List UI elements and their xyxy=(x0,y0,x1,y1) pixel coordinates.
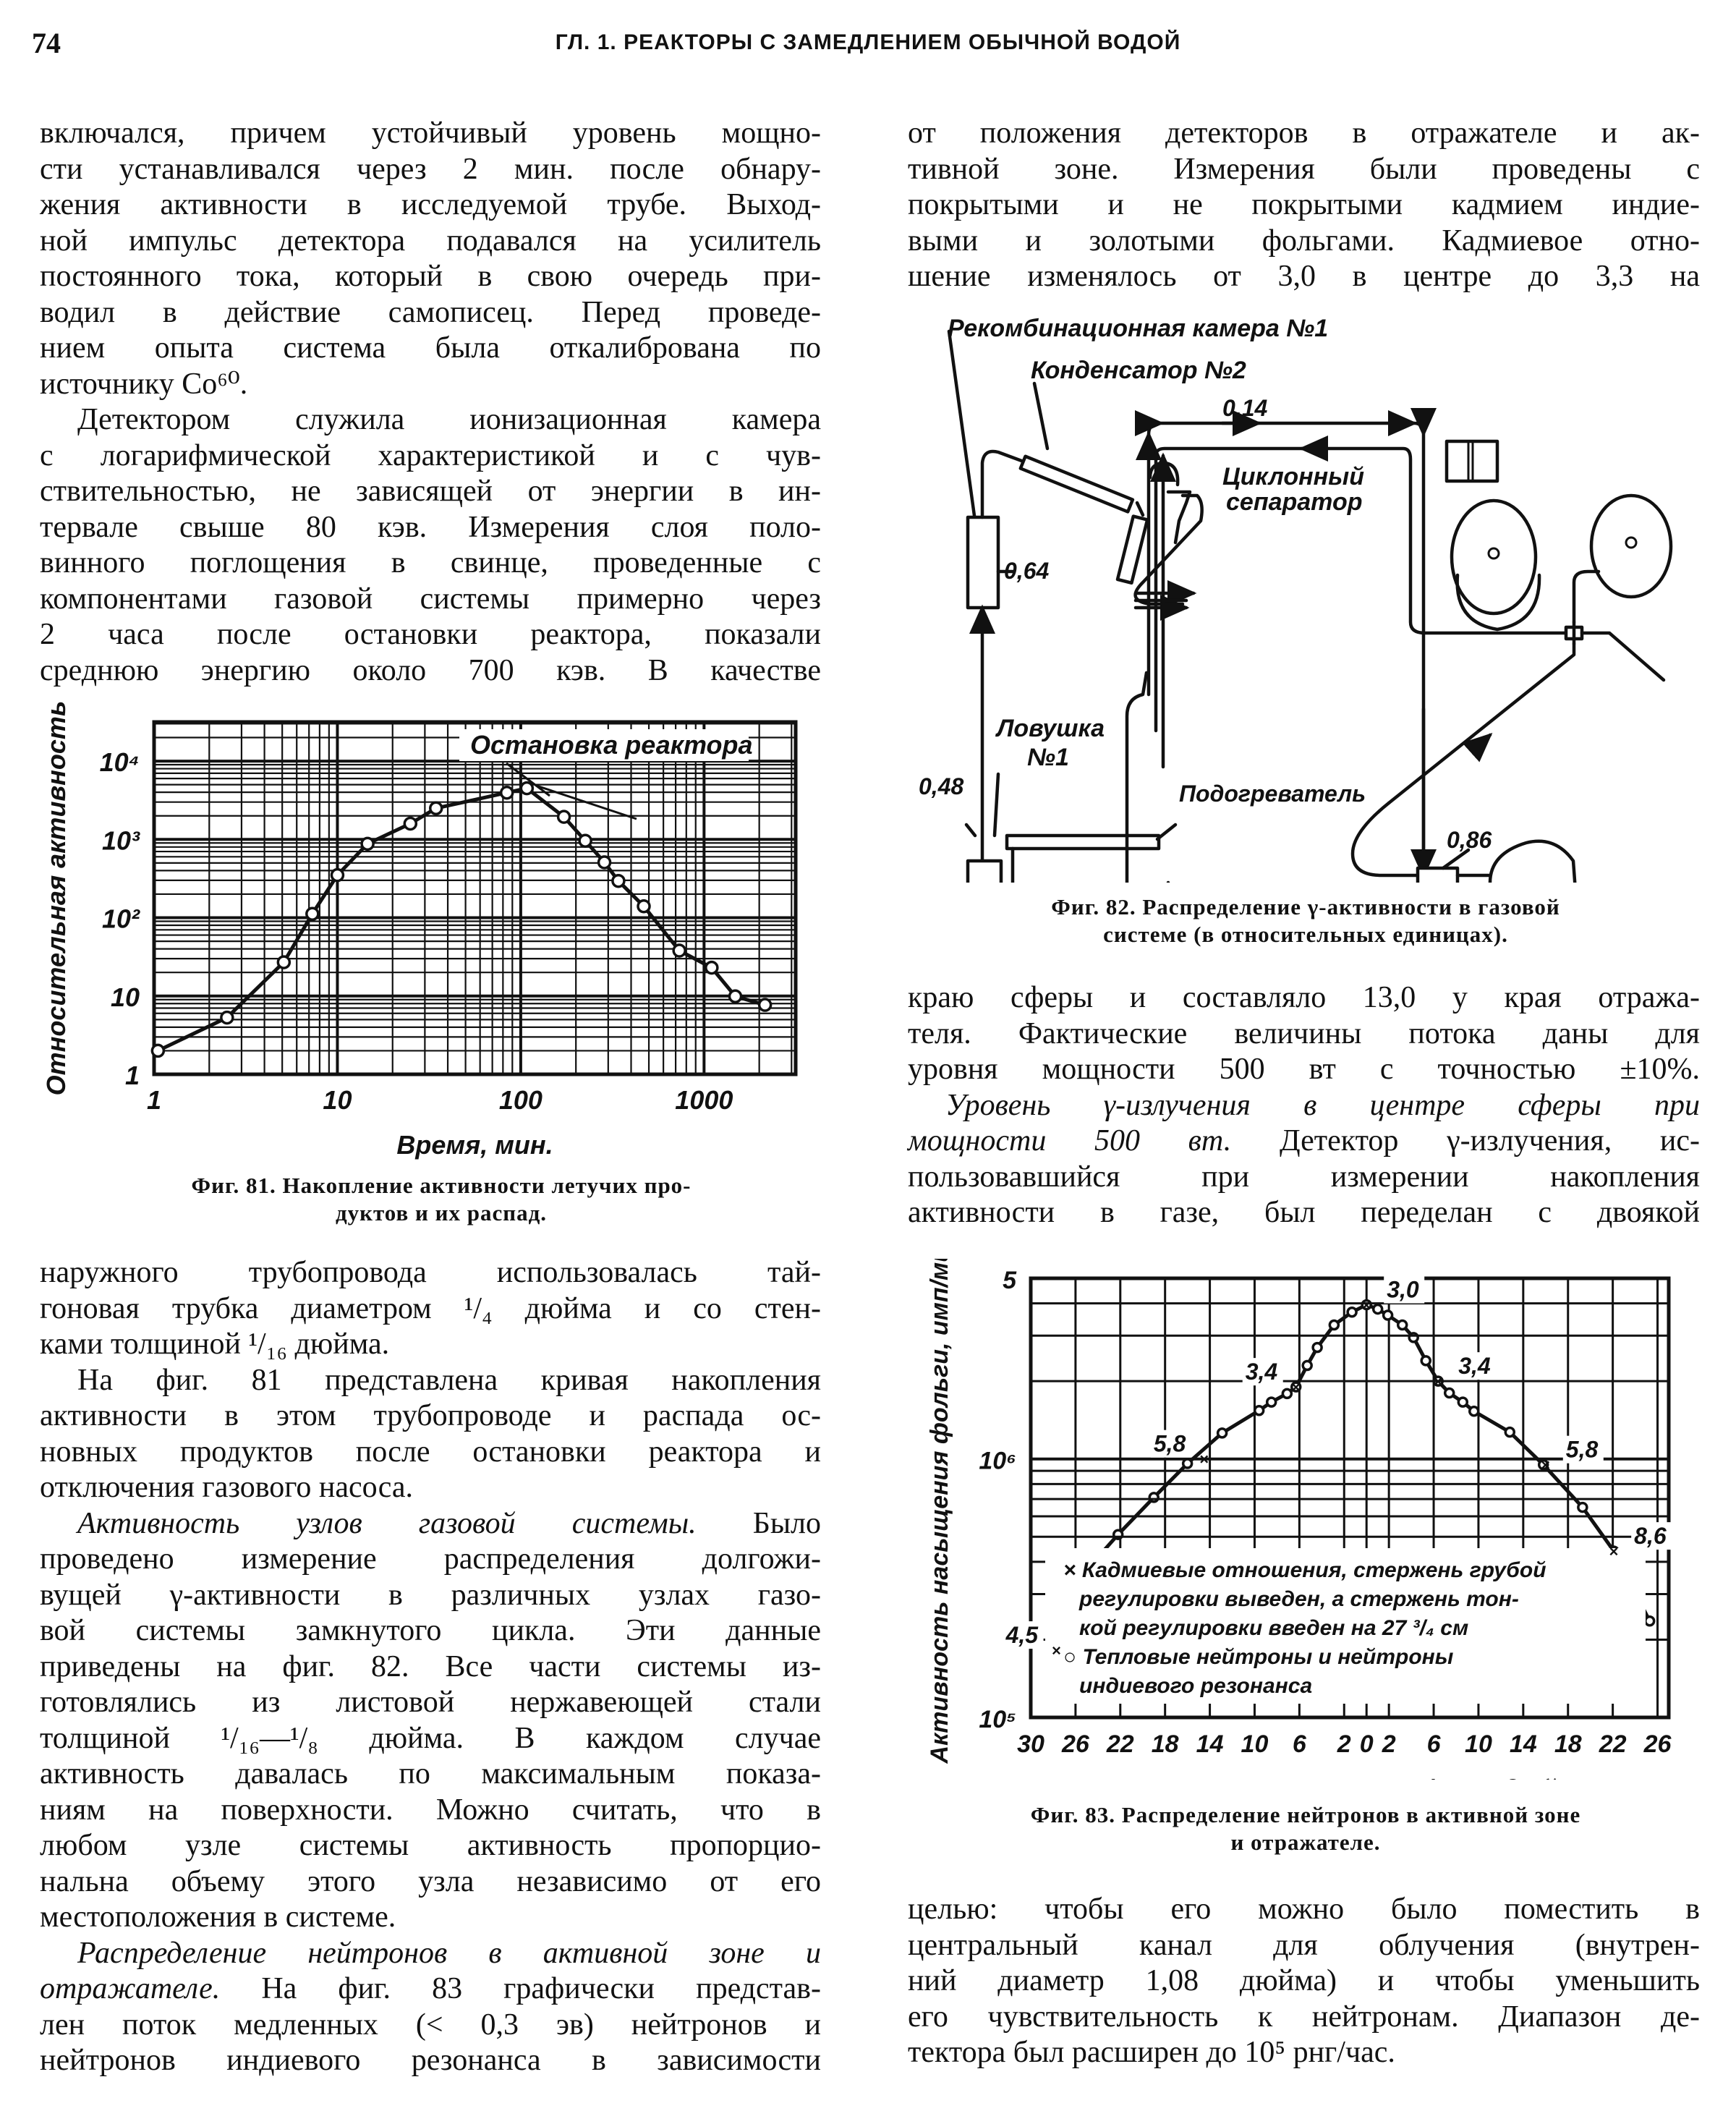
text-line: приведены на фиг. 82. Все части системы из- xyxy=(40,1649,821,1683)
data-point-marker xyxy=(558,811,570,823)
label-recomb-chamber: Рекомбинационная камера №1 xyxy=(948,315,1329,342)
data-point-marker xyxy=(1267,1398,1276,1406)
legend-line: кой регулировки введен на 27 ³/₄ см xyxy=(1079,1616,1469,1640)
fig81-caption-line2: дуктов и их распад. xyxy=(335,1200,548,1225)
x-tick-label: 0 xyxy=(1359,1730,1374,1758)
fig81-caption xyxy=(43,1172,839,1227)
right-column-text-2 xyxy=(908,980,1700,1231)
fig82-caption-line2: системе (в относительных единицах). xyxy=(1103,922,1508,947)
text-line: вой системы замкнутого цикла. Эти данные xyxy=(40,1614,821,1647)
label-condenser: Конденсатор №2 xyxy=(1031,357,1246,384)
y-tick-label: 10² xyxy=(101,904,140,934)
running-title: ГЛ. 1. РЕАКТОРЫ С ЗАМЕДЛЕНИЕМ ОБЫЧНОЙ ВОДОЙ xyxy=(555,30,1181,54)
data-point-marker xyxy=(1578,1503,1587,1512)
text-line: готовлялись из листовой нержавеющей стали xyxy=(40,1686,821,1719)
leader-condenser xyxy=(1034,383,1047,449)
data-point-marker xyxy=(1470,1407,1478,1416)
data-point-marker xyxy=(1398,1320,1407,1329)
text-line: Распределение нейтронов в активной зоне и xyxy=(77,1936,821,1970)
text-line: выми и золотыми фольгами. Кадмиевое отно- xyxy=(908,224,1700,258)
label-cyclone-1: Циклонный xyxy=(1222,463,1364,490)
legend-line: × Кадмиевые отношения, стержень грубой xyxy=(1063,1558,1546,1582)
text-line: целью: чтобы его можно было поместить в xyxy=(908,1893,1700,1926)
text-line: винного поглощения в свинце, проведенные с xyxy=(40,546,821,579)
text-line: источнику Co⁶⁰. xyxy=(40,367,248,401)
data-point-marker xyxy=(638,901,650,912)
y-axis-label: Активность насыщения фольги, имп/мин xyxy=(926,1259,953,1764)
text-line: любом узле системы активность пропорцио- xyxy=(40,1829,821,1862)
data-point-marker xyxy=(331,870,343,881)
label-trap-1: Ловушка xyxy=(997,715,1105,742)
label-trap-2: №1 xyxy=(1027,744,1069,771)
data-point-marker xyxy=(278,956,289,968)
x-tick-label: 100 xyxy=(498,1085,542,1115)
data-point-marker xyxy=(1505,1428,1514,1437)
text-line: тивной зоне. Измерения были проведены с xyxy=(908,152,1700,186)
text-line: проведено измерение распределения долгожи- xyxy=(40,1542,821,1576)
x-tick-label: 2 xyxy=(1337,1730,1351,1758)
text-line: Детектором служила ионизационная камера xyxy=(77,403,821,436)
text-line: тектора был расширен до 10⁵ рнг/час. xyxy=(908,2036,1395,2069)
cadmium-marker: × xyxy=(1609,1542,1619,1561)
cadmium-ratio-label: 3,4 xyxy=(1458,1353,1491,1380)
figure-82-diagram xyxy=(919,304,1736,883)
x-tick-label: 30 xyxy=(1017,1730,1044,1758)
left-column-text-2 xyxy=(40,1255,821,2079)
x-tick-label: 14 xyxy=(1509,1730,1537,1758)
legend-line: регулировки выведен, а стержень тон- xyxy=(1079,1587,1519,1611)
y-tick-label: 10⁵ xyxy=(979,1706,1016,1733)
label-cyclone-2: сепаратор xyxy=(1226,488,1363,516)
y-tick-label: 1 xyxy=(124,1061,140,1090)
text-line: активности в газе, был переделан с двоякой xyxy=(908,1196,1700,1229)
x-tick-label: 22 xyxy=(1106,1730,1134,1758)
text-line: активность давалась по максимальным показа- xyxy=(40,1757,821,1790)
cadmium-marker: × xyxy=(1540,1456,1550,1474)
cadmium-marker: × xyxy=(1051,1641,1061,1660)
y-axis-label: Относительная активность xyxy=(43,702,71,1096)
x-axis-label xyxy=(1103,1775,1596,1780)
right-column-text-3 xyxy=(908,1892,1700,2071)
data-point-marker xyxy=(1313,1343,1322,1352)
data-point-marker xyxy=(730,990,741,1002)
text-line: нейтронов индиевого резонанса в зависимости xyxy=(40,2044,821,2077)
data-point-marker xyxy=(579,835,591,846)
text-line: компонентами газовой системы примерно через xyxy=(40,582,821,616)
fig83-caption-line2: и отражателе. xyxy=(1230,1830,1381,1855)
text-line: ками толщиной ¹/₁₆ дюйма. xyxy=(40,1328,390,1361)
legend-line: ○ Тепловые нейтроны и нейтроны xyxy=(1063,1645,1454,1669)
text-line: нием опыта система была откалибрована по xyxy=(40,331,821,365)
x-tick-label: 10 xyxy=(1465,1730,1492,1758)
fig83-caption-line1: Фиг. 83. Распределение нейтронов в активной зоне xyxy=(1030,1802,1581,1827)
text-line: нальна объему этого узла независимо от его xyxy=(40,1864,821,1898)
value-086: 0,86 xyxy=(1447,827,1492,853)
condenser-tube xyxy=(1021,456,1133,512)
text-line: Активность узлов газовой системы. Было xyxy=(77,1506,821,1540)
data-point-marker xyxy=(760,999,771,1011)
fig81-caption-line1: Фиг. 81. Накопление активности летучих про- xyxy=(191,1173,692,1198)
series-line xyxy=(158,789,765,1051)
data-point-marker xyxy=(1445,1389,1454,1398)
fig82-caption-line1: Фиг. 82. Распределение γ-активности в газовой xyxy=(1051,894,1560,919)
left-column-text-1 xyxy=(40,116,821,689)
text-line: включался, причем устойчивый уровень мощно- xyxy=(40,116,821,150)
legend-line: индиевого резонанса xyxy=(1079,1674,1313,1698)
text-line: Уровень γ-излучения в центре сферы при xyxy=(945,1088,1700,1122)
cadmium-ratio-label: 5,8 xyxy=(1565,1436,1599,1463)
text-line: теля. Фактические величины потока даны для xyxy=(908,1016,1700,1050)
cadmium-ratio-label: 4,5 xyxy=(1005,1622,1039,1649)
value-064: 0,64 xyxy=(1004,558,1050,584)
leader-recomb xyxy=(949,331,975,521)
data-point-marker xyxy=(430,802,442,814)
text-line: пользовавшийся при измерении накопления xyxy=(908,1160,1700,1194)
text-line: тервале свыше 80 кэв. Измерения слоя поло- xyxy=(40,510,821,544)
x-tick-label: 22 xyxy=(1599,1730,1627,1758)
x-tick-label: 2 xyxy=(1382,1730,1396,1758)
text-line: ной импульс детектора подавался на усилитель xyxy=(40,224,821,258)
data-point-marker xyxy=(404,818,416,830)
data-point-marker xyxy=(1303,1361,1311,1369)
label-heater: Подогреватель xyxy=(1179,781,1366,807)
text-line: отключения газового насоса. xyxy=(40,1471,414,1504)
text-line: краю сферы и составляло 13,0 у края отража- xyxy=(908,981,1700,1014)
data-point-marker xyxy=(599,857,610,868)
text-line: 2 часа после остановки реактора, показали xyxy=(40,618,821,651)
vessel-left xyxy=(1452,501,1536,613)
text-line: лен поток медленных (< 0,3 эв) нейтронов и xyxy=(40,2008,821,2042)
text-line: от положения детекторов в отражателе и ак- xyxy=(908,116,1700,150)
y-tick-label: 10 xyxy=(110,982,140,1012)
data-point-marker xyxy=(1183,1459,1192,1468)
cadmium-ratio-label: 5,8 xyxy=(1153,1430,1186,1457)
data-point-marker xyxy=(1646,1617,1654,1626)
value-048: 0,48 xyxy=(919,773,964,799)
heater xyxy=(1007,836,1159,849)
cadmium-marker: × xyxy=(1433,1372,1443,1391)
text-line: среднюю энергию около 700 кэв. В качестве xyxy=(40,653,821,687)
figure-83 xyxy=(919,1259,1736,1780)
text-line: уровня мощности 500 вт с точностью ±10%. xyxy=(908,1053,1700,1086)
data-point-marker xyxy=(706,962,718,974)
data-point-marker xyxy=(1421,1356,1430,1365)
text-line: вущей γ-активности в различных узлах газо- xyxy=(40,1578,821,1612)
data-point-marker xyxy=(362,838,373,849)
x-tick-label: 26 xyxy=(1643,1730,1672,1758)
data-point-marker xyxy=(1218,1429,1227,1437)
data-point-marker xyxy=(221,1012,233,1024)
cadmium-marker: × xyxy=(1361,1296,1371,1314)
recomb-chamber-box xyxy=(968,517,998,608)
text-line: гоновая трубка диаметром ¹/₄ дюйма и со стен- xyxy=(40,1291,821,1325)
text-line: активности в этом трубопроводе и распада ос- xyxy=(40,1399,821,1432)
page-number: 74 xyxy=(32,27,61,59)
vessel-right xyxy=(1591,496,1671,597)
text-line: шение изменялось от 3,0 в центре до 3,3 на xyxy=(908,260,1700,293)
text-line: наружного трубопровода использовалась тай- xyxy=(40,1256,821,1289)
x-tick-label: 18 xyxy=(1151,1730,1179,1758)
x-tick-label: 6 xyxy=(1426,1730,1441,1758)
x-tick-label: 1 xyxy=(146,1085,162,1115)
right-column-text-1 xyxy=(908,116,1700,295)
x-tick-label: 6 xyxy=(1292,1730,1306,1758)
data-point-marker xyxy=(1282,1389,1291,1398)
cadmium-marker: × xyxy=(1199,1450,1209,1469)
x-tick-label: 10 xyxy=(1241,1730,1269,1758)
data-point-marker xyxy=(1458,1398,1467,1406)
x-tick-label: 1000 xyxy=(675,1085,733,1115)
trap-box xyxy=(968,861,1001,883)
data-point-marker xyxy=(1348,1308,1356,1317)
annotation-reactor-shutdown: Остановка реактора xyxy=(470,730,753,760)
y-tick-label: 5 xyxy=(1003,1267,1016,1294)
data-point-marker xyxy=(307,908,318,919)
data-point-marker xyxy=(521,783,532,794)
data-point-marker xyxy=(1374,1305,1382,1314)
text-line: толщиной ¹/₁₆—¹/₈ дюйма. В каждом случае xyxy=(40,1721,821,1755)
text-line: центральный канал для облучения (внутрен- xyxy=(908,1928,1700,1962)
data-point-marker xyxy=(501,787,513,799)
text-line: водил в действие самописец. Перед проведе- xyxy=(40,295,821,329)
figure-81 xyxy=(43,702,839,1165)
text-line: его чувствительность к нейтронам. Диапазон де- xyxy=(908,2000,1700,2034)
x-tick-label: 14 xyxy=(1196,1730,1224,1758)
data-point-marker xyxy=(673,945,685,956)
x-axis-label: Время, мин. xyxy=(396,1130,553,1160)
text-line: мощности 500 вт. Детектор γ-излучения, ис- xyxy=(908,1124,1700,1157)
x-tick-label: 26 xyxy=(1061,1730,1089,1758)
text-line: сти устанавливался через 2 мин. после обнару- xyxy=(40,152,821,186)
text-line: ствительностью, не зависящей от энергии в ин- xyxy=(40,475,821,508)
data-point-marker xyxy=(613,875,624,887)
text-line: постоянного тока, который в свою очередь при- xyxy=(40,260,821,293)
x-tick-label: 18 xyxy=(1554,1730,1582,1758)
cadmium-marker: × xyxy=(1290,1378,1301,1397)
text-line: покрытыми и не покрытыми кадмием индие- xyxy=(908,188,1700,221)
text-line: жения активности в исследуемой трубе. Выход- xyxy=(40,188,821,221)
data-point-marker xyxy=(152,1045,163,1056)
fig82-caption xyxy=(904,893,1707,948)
text-line: новных продуктов после остановки реактора и xyxy=(40,1435,821,1469)
text-line: ний диаметр 1,08 дюйма) и чтобы уменьшить xyxy=(908,1964,1700,1997)
x-tick-label: 10 xyxy=(323,1085,352,1115)
cadmium-ratio-label: 8,6 xyxy=(1634,1523,1667,1550)
cadmium-ratio-label: 3,4 xyxy=(1245,1359,1278,1385)
text-line: с логарифмической характеристикой и с чув- xyxy=(40,438,821,472)
fig83-caption xyxy=(904,1801,1707,1856)
data-point-marker xyxy=(1329,1320,1338,1329)
data-point-marker xyxy=(1384,1311,1392,1320)
fig83-chart xyxy=(919,1259,1736,1780)
y-tick-label: 10³ xyxy=(101,825,140,856)
value-014: 0,14 xyxy=(1222,395,1268,421)
y-tick-label: 10⁶ xyxy=(979,1447,1016,1475)
data-point-marker xyxy=(1149,1493,1158,1502)
filter2-box xyxy=(1418,868,1458,883)
gas-pump xyxy=(1490,841,1580,883)
fig81-chart xyxy=(43,702,839,1165)
text-line: местоположения в системе. xyxy=(40,1900,396,1934)
cadmium-ratio-label: 3,0 xyxy=(1387,1276,1419,1303)
gas-system-diagram xyxy=(919,304,1736,883)
text-line: На фиг. 81 представлена кривая накопления xyxy=(77,1363,821,1397)
text-line: ниям на поверхности. Можно считать, что в xyxy=(40,1793,821,1827)
data-point-marker xyxy=(1409,1333,1418,1342)
text-line: отражателе. На фиг. 83 графически представ- xyxy=(40,1972,821,2005)
y-tick-label: 10⁴ xyxy=(99,747,140,778)
data-point-marker xyxy=(1255,1406,1264,1415)
